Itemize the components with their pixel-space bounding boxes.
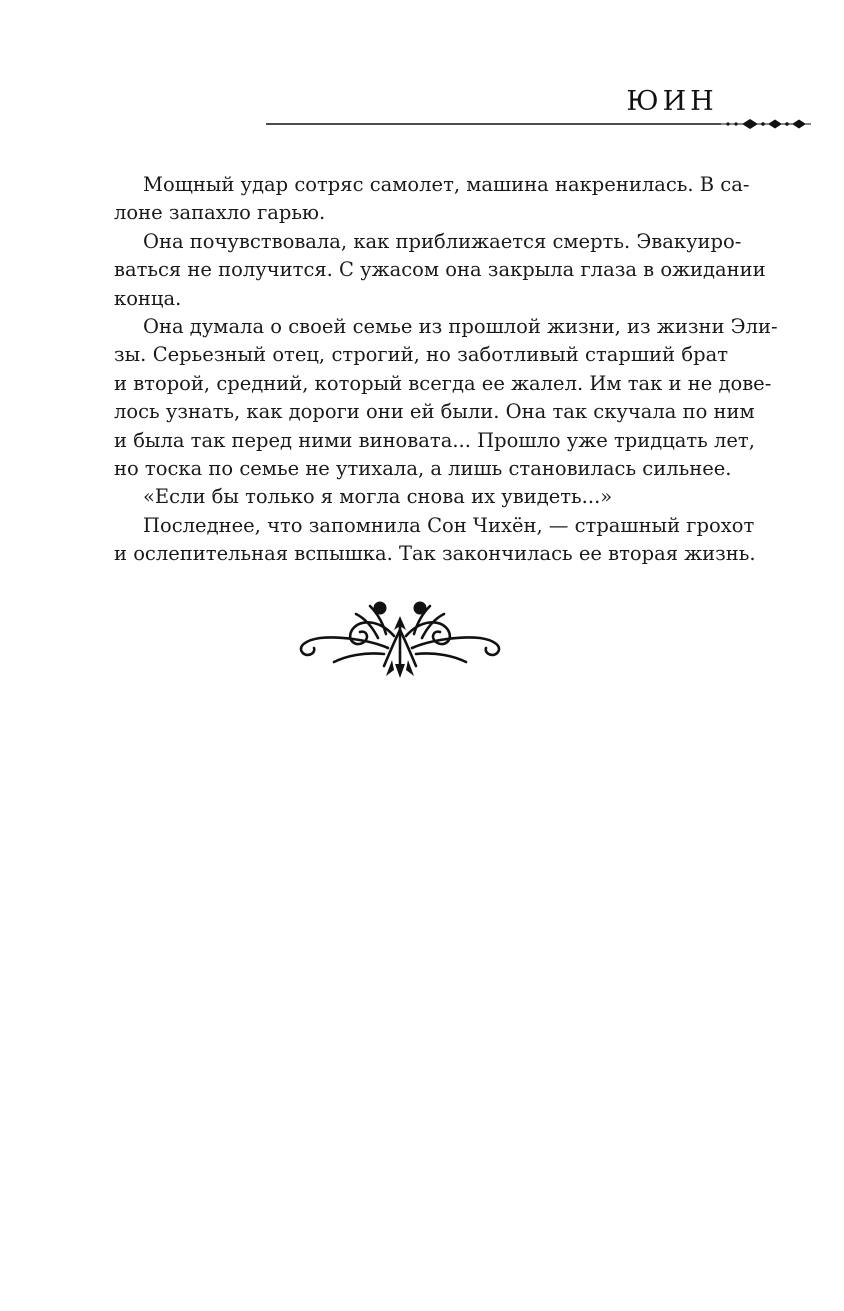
paragraph-4 — [114, 483, 728, 511]
running-head-author: ЮИН — [626, 86, 718, 117]
text-line: Мощный удар сотряс самолет, машина накренилась. В са- — [143, 173, 750, 196]
text-line: Последнее, что запомнила Сон Чихён, — страшный грохот — [143, 513, 755, 537]
text-line: и второй, средний, который всегда ее жалел. Им так и не дове- — [114, 371, 772, 395]
text-line: и ослепительная вспышка. Так закончилась ее вторая жизнь. — [114, 542, 756, 566]
text-line: Она думала о своей семье из прошлой жизни, из жизни Эли- — [143, 315, 778, 339]
paragraph-5 — [114, 512, 756, 569]
text-line: ваться не получится. С ужасом она закрыла глаза в ожидании — [114, 258, 766, 282]
text-line: лоне запахло гарью. — [114, 201, 326, 225]
text-line: «Если бы только я могла снова их увидеть...» — [143, 485, 613, 509]
running-head — [0, 0, 844, 140]
body-text — [114, 171, 778, 569]
paragraph-1 — [114, 171, 750, 228]
text-line: Она почувствовала, как приближается смерть. Эвакуиро- — [143, 229, 742, 253]
text-line: лось узнать, как дороги они ей были. Она так скучала по ним — [114, 400, 755, 424]
paragraph-2 — [114, 228, 766, 313]
text-line: зы. Серьезный отец, строгий, но заботливый старший брат — [114, 343, 728, 367]
paragraph-3 — [114, 313, 778, 483]
dotted-diamond-rule-icon — [266, 112, 826, 138]
text-line: конца. — [114, 286, 182, 310]
text-line: и была так перед ними виновата... Прошло уже тридцать лет, — [114, 428, 755, 452]
text-line: но тоска по семье не утихала, а лишь становилась сильнее. — [114, 457, 732, 481]
floral-scroll-vignette-icon — [290, 590, 510, 680]
